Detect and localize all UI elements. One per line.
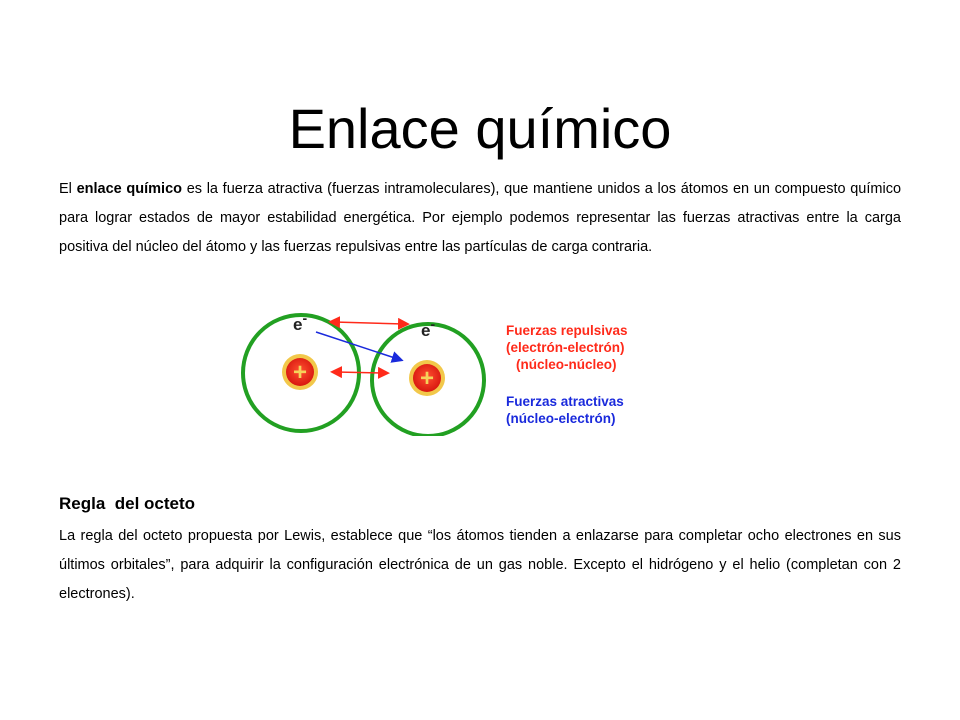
octet-paragraph: La regla del octeto propuesta por Lewis, establece que “los átomos tienden a enlazarse para completar ocho electrones en sus últimos orbitales”, para adquirir la configuración electrónica de un gas noble. Excepto el hidrógeno y el helio (completan con 2 electrones). [59,528,901,602]
attractive-legend [506,393,624,427]
attractive-legend-title: Fuerzas atractivas [506,394,624,409]
right-electron-label: e- [421,316,436,340]
intro-part-1: El [59,181,77,197]
repulsive-legend [506,322,628,373]
attractive-legend-line2: (núcleo-electrón) [506,411,616,426]
intro-part-2: es la fuerza atractiva (fuerzas intramoleculares), que mantiene unidos a los átomos en un compuesto químico para lograr estados de mayor estabilidad energética. Por ejemplo podemos representar las fuerzas atractivas entre la carga positiva del núcleo del átomo y las fuerzas repulsivas entre las partículas de carga contraria. [59,181,902,255]
intro-paragraph [59,175,901,262]
left-electron-label: e- [293,310,308,334]
repulsive-legend-line2: (electrón-electrón) [506,340,625,355]
right-nucleus-plus: + [419,365,435,392]
intro-bold-term: enlace químico [76,181,183,197]
repulsive-legend-title: Fuerzas repulsivas [506,323,628,338]
electron-repulsion-arrow [334,322,404,324]
nucleus-repulsion-arrow [336,372,384,373]
left-nucleus-plus: + [292,359,308,386]
slide-title: Enlace químico [288,96,672,160]
repulsive-legend-line3: (núcleo-núcleo) [516,357,617,372]
octet-heading: Regla del octeto [59,494,196,513]
